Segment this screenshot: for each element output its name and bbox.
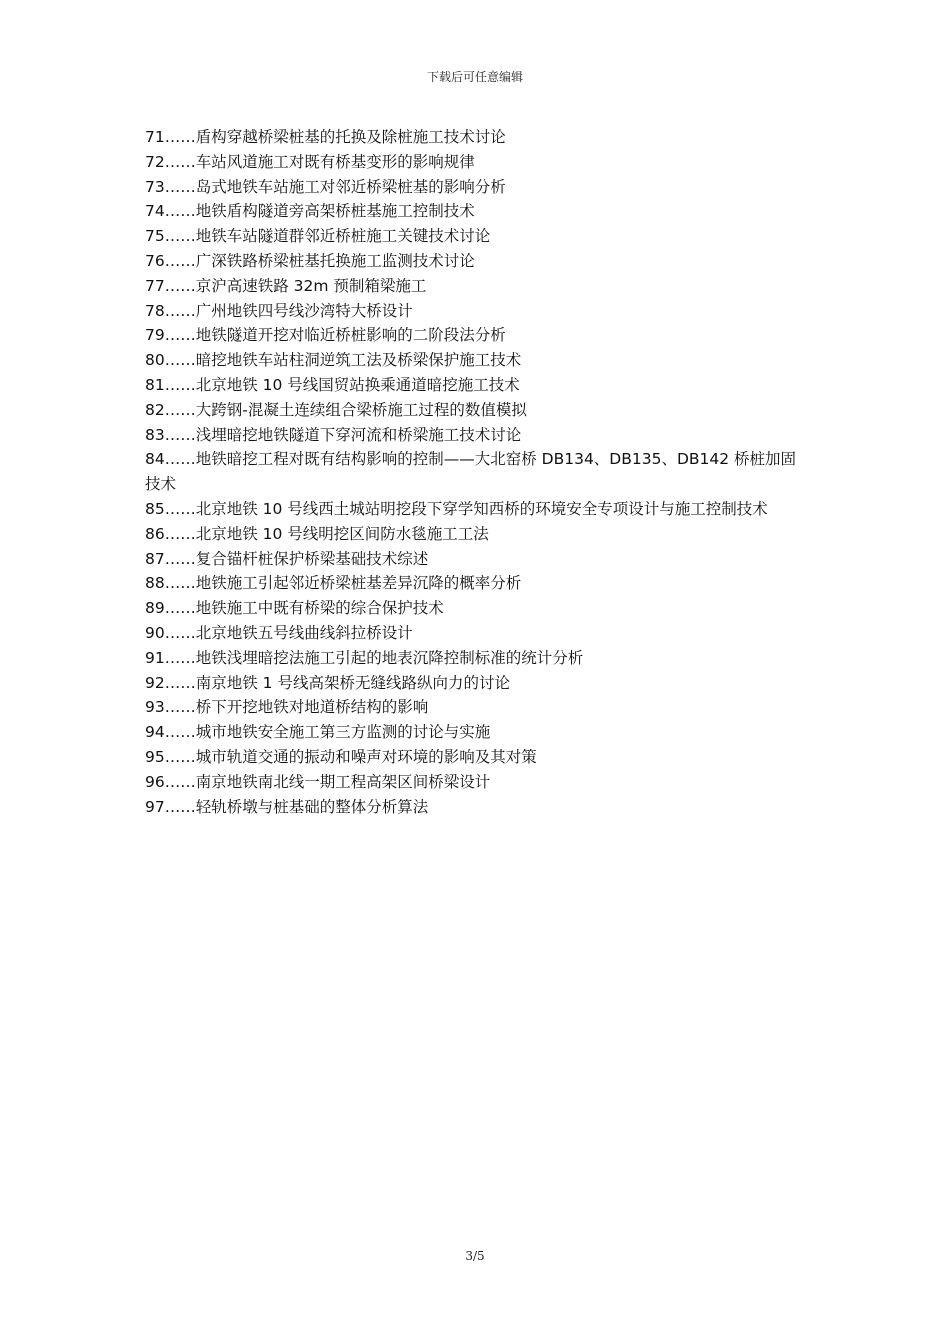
reference-item: 75……地铁车站隧道群邻近桥桩施工关键技术讨论: [145, 227, 491, 246]
reference-item: 73……岛式地铁车站施工对邻近桥梁桩基的影响分析: [145, 177, 506, 196]
reference-item: 89……地铁施工中既有桥梁的综合保护技术: [145, 599, 444, 618]
reference-item: 88……地铁施工引起邻近桥梁桩基差异沉降的概率分析: [145, 574, 522, 593]
reference-item: 92……南京地铁 1 号线高架桥无缝线路纵向力的讨论: [145, 673, 510, 692]
reference-item: 80……暗挖地铁车站柱洞逆筑工法及桥梁保护施工技术: [145, 351, 522, 370]
reference-item: 77……京沪高速铁路 32m 预制箱梁施工: [145, 276, 427, 295]
reference-item: 72……车站风道施工对既有桥基变形的影响规律: [145, 152, 475, 171]
page-header: 下载后可任意编辑: [426, 70, 523, 84]
reference-item: 76……广深铁路桥梁桩基托换施工监测技术讨论: [145, 251, 475, 270]
reference-item: 84……地铁暗挖工程对既有结构影响的控制——大北窑桥 DB134、DB135、DB142 桥桩加固技术: [145, 450, 797, 494]
reference-item: 94……城市地铁安全施工第三方监测的讨论与实施: [145, 723, 491, 742]
reference-item: 86……北京地铁 10 号线明挖区间防水毯施工工法: [145, 524, 489, 543]
reference-item: 87……复合锚杆桩保护桥梁基础技术综述: [145, 549, 429, 568]
reference-item: 71……盾构穿越桥梁桩基的托换及除桩施工技术讨论: [145, 128, 506, 146]
reference-item: 85……北京地铁 10 号线西土城站明挖段下穿学知西桥的环境安全专项设计与施工控制技术: [145, 499, 768, 518]
reference-item: 79……地铁隧道开挖对临近桥桩影响的二阶段法分析: [145, 326, 506, 345]
reference-item: 91……地铁浅埋暗挖法施工引起的地表沉降控制标准的统计分析: [145, 648, 584, 667]
reference-item: 83……浅埋暗挖地铁隧道下穿河流和桥梁施工技术讨论: [145, 425, 522, 444]
reference-item: 74……地铁盾构隧道旁高架桥桩基施工控制技术: [145, 202, 475, 221]
reference-item: 95……城市轨道交通的振动和噪声对环境的影响及其对策: [145, 747, 537, 766]
reference-item: 78……广州地铁四号线沙湾特大桥设计: [145, 301, 413, 320]
page-number: 3/5: [465, 1249, 485, 1263]
reference-list: [145, 125, 810, 819]
reference-item: 93……桥下开挖地铁对地道桥结构的影响: [145, 698, 429, 717]
reference-item: 81……北京地铁 10 号线国贸站换乘通道暗挖施工技术: [145, 375, 520, 394]
reference-item: 97……轻轨桥墩与桩基础的整体分析算法: [145, 797, 429, 816]
reference-item: 96……南京地铁南北线一期工程高架区间桥梁设计: [145, 772, 491, 791]
reference-item: 90……北京地铁五号线曲线斜拉桥设计: [145, 623, 413, 642]
reference-item: 82……大跨钢-混凝土连续组合梁桥施工过程的数值模拟: [145, 400, 527, 419]
